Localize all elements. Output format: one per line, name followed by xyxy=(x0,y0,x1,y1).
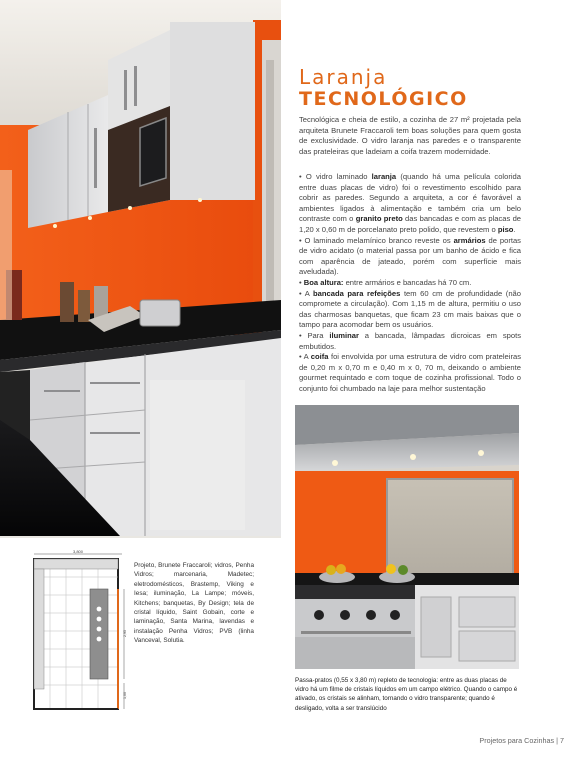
floor-plan xyxy=(26,549,130,717)
plan-dim-right-2: 1,00 xyxy=(123,692,127,699)
plan-dim-right-1: 2,95 xyxy=(123,630,127,637)
plan-dim-top: 3,800 xyxy=(72,549,84,554)
title-line-2 xyxy=(299,88,559,110)
article-title xyxy=(299,66,559,110)
bullet-item: • A coifa foi envolvida por uma estrutura de vidro com prateleiras de 0,20 m x 0,70 m e 0,40 m x 0, 70 m, deixando o ambiente gourmet requintado e com toque de cozinha profissional. Todo o conjunto foi chumbado na laje para melhor sustentação xyxy=(299,352,522,393)
bullet-item: • Para iluminar a bancada, lâmpadas dicroicas em spots embutidos. xyxy=(299,330,521,351)
kitchen-photo xyxy=(0,0,281,538)
credits-text: Projeto, Brunete Fraccaroli; vidros, Penha Vidros; marcenaria, Madetec; eletrodomésticos, Brastemp, Viking e Iesa; iluminação, La Lampe; móveis, Kitchens; banquetas, By Design; tela de cristal líquido, Saint Gobain, corte e laminação, Santa Marina, lavendas e instalação Penha Vidros; PVB (linha Vanceval, Solutia. xyxy=(134,562,254,645)
bullet-list xyxy=(299,172,521,394)
intro-paragraph: Tecnológica e cheia de estilo, a cozinha de 27 m² projetada pela arquiteta Brunete Fraccaroli tem boas soluções para quem gosta de exclusividade. O vidro laranja nas paredes e o transparente das prateleiras que ladeiam a coifa trazem modernidade. xyxy=(299,115,521,156)
stove-photo xyxy=(295,405,519,669)
title-line-2-text: TECNOLÓGICO xyxy=(299,88,468,110)
bullet-item: • A bancada para refeições tem 60 cm de profundidade (não compromete a circulação). Com 1,15 m de altura, permitiu o uso das charmosas banquetas, que ficam 23 cm mais baixas que o tampo para acomodar bem os usuários. xyxy=(299,288,521,330)
title-line-1: Laranja xyxy=(299,65,388,89)
bullet-item: • O vidro laminado laranja (quando há uma película colorida entre duas placas de vidro) foi o revestimento escolhido para cobrir as paredes. Segundo a arquiteta, a cor é favorável a ambientes ligados à alimentação e também cria um belo contraste com o granito preto das bancadas e com as placas de 1,20 x 0,60 m de porcelanato preto polido, que revestem o piso. xyxy=(299,172,522,234)
bullet-item: • Boa altura: entre armários e bancadas há 70 cm. xyxy=(299,277,472,287)
bullet-item: • O laminado melamínico branco reveste os armários de portas de vidro acidato (o material passa por um banho de ácido e fica com aparência de jateado, porém com superfície mais aveludada). xyxy=(299,235,521,277)
page-footer: Projetos para Cozinhas | 7 xyxy=(479,736,564,745)
photo-caption: Passa-pratos (0,55 x 3,80 m) repleto de tecnologia: entre as duas placas de vidro há um filme de cristais líquidos em um campo elétrico. Quando o campo é ativado, os cristais se alinham, tornando o vidro transparente; quando é desligado, volta a ser translúcido xyxy=(295,677,518,712)
